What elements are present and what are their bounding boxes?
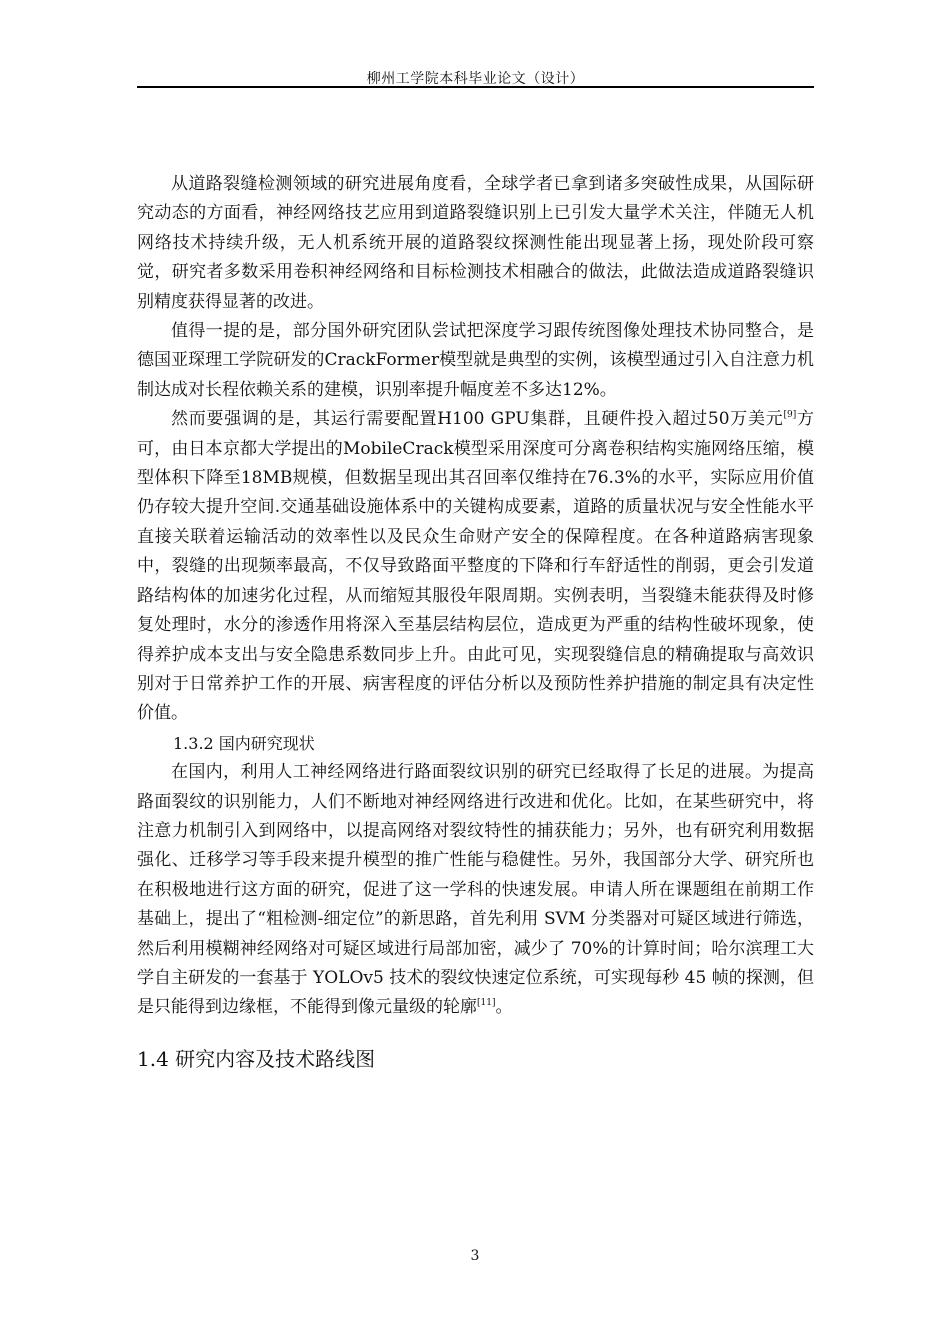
paragraph-text: 在国内，利用人工神经网络进行路面裂纹识别的研究已经取得了长足的进展。为提高路面裂纹的识别能力，人们不断地对神经网络进行改进和优化。比如，在某些研究中，将注意力机制引入到网络中，以提高网络对裂纹特性的捕获能力；另外，也有研究利用数据强化、迁移学习等手段来提升模型的推广性能与稳健性。另外，我国部分大学、研究所也在积极地进行这方面的研究，促进了这一学科的快速发展。申请人所在课题组在前期工作基础上，提出了“粗检测-细定位”的新思路，首先利用 SVM 分类器对可疑区域进行筛选，然后利用模糊神经网络对可疑区域进行局部加密，减少了 70%的计算时间；哈尔滨理工大学自主研发的一套基于 YOLOv5 技术的裂纹快速定位系统，可实现每秒 45 帧的探测，但是只能得到边缘框，不能得到像元量级的轮廓 (137, 762, 814, 1018)
header-rule (137, 86, 814, 88)
subsection-heading: 1.3.2 国内研究现状 (173, 733, 315, 753)
citation-ref: [11] (477, 998, 496, 1009)
paragraph-crackformer: 值得一提的是，部分国外研究团队尝试把深度学习跟传统图像处理技术协同整合，是德国亚琛理工学院研发的CrackFormer模型就是典型的实例，该模型通过引入自注意力机制达成对长程依赖关系的建模，识别率提升幅度差不多达12%。 (137, 321, 814, 400)
page-number: 3 (470, 1248, 480, 1264)
paragraph-research-progress: 从道路裂缝检测领域的研究进展角度看，全球学者已拿到诸多突破性成果，从国际研究动态的方面看，神经网络技艺应用到道路裂缝识别上已引发大量学术关注，伴随无人机网络技术持续升级，无人机系统开展的道路裂纹探测性能出现显著上扬，现处阶段可察觉，研究者多数采用卷积神经网络和目标检测技术相融合的做法，此做法造成道路裂缝识别精度获得显著的改进。 (137, 174, 814, 312)
paragraph-text: 方可，由日本京都大学提出的MobileCrack模型采用深度可分离卷积结构实施网络压缩，模型体积下降至18MB规模，但数据呈现出其召回率仅维持在76.3%的水平，实际应用价值仍存较大提升空间.交通基础设施体系中的关键构成要素，道路的质量状况与安全性能水平直接关联着运输活动的效率性以及民众生命财产安全的保障程度。在各种道路病害现象中，裂缝的出现频率最高，不仅导致路面平整度的下降和行车舒适性的削弱，更会引发道路结构体的加速劣化过程，从而缩短其服役年限周期。实例表明，当裂缝未能获得及时修复处理时，水分的渗透作用将深入至基层结构层位，造成更为严重的结构性破坏现象，使得养护成本支出与安全隐患系数同步上升。由此可见，实现裂缝信息的精确提取与高效识别对于日常养护工作的开展、病害程度的评估分析以及预防性养护措施的制定具有决定性价值。 (137, 409, 814, 724)
header-title: 柳州工学院本科毕业论文（设计） (366, 71, 585, 87)
paragraph-domestic-research (137, 758, 814, 1023)
paragraph-mobilecrack (137, 405, 814, 728)
page-body (137, 170, 814, 1073)
paragraph-text: 。 (495, 997, 513, 1018)
paragraph-text: 然而要强调的是，其运行需要配置H100 GPU集群，且硬件投入超过50万美元 (171, 409, 784, 430)
citation-ref: [9] (783, 410, 797, 421)
section-heading: 1.4 研究内容及技术路线图 (137, 1046, 376, 1071)
